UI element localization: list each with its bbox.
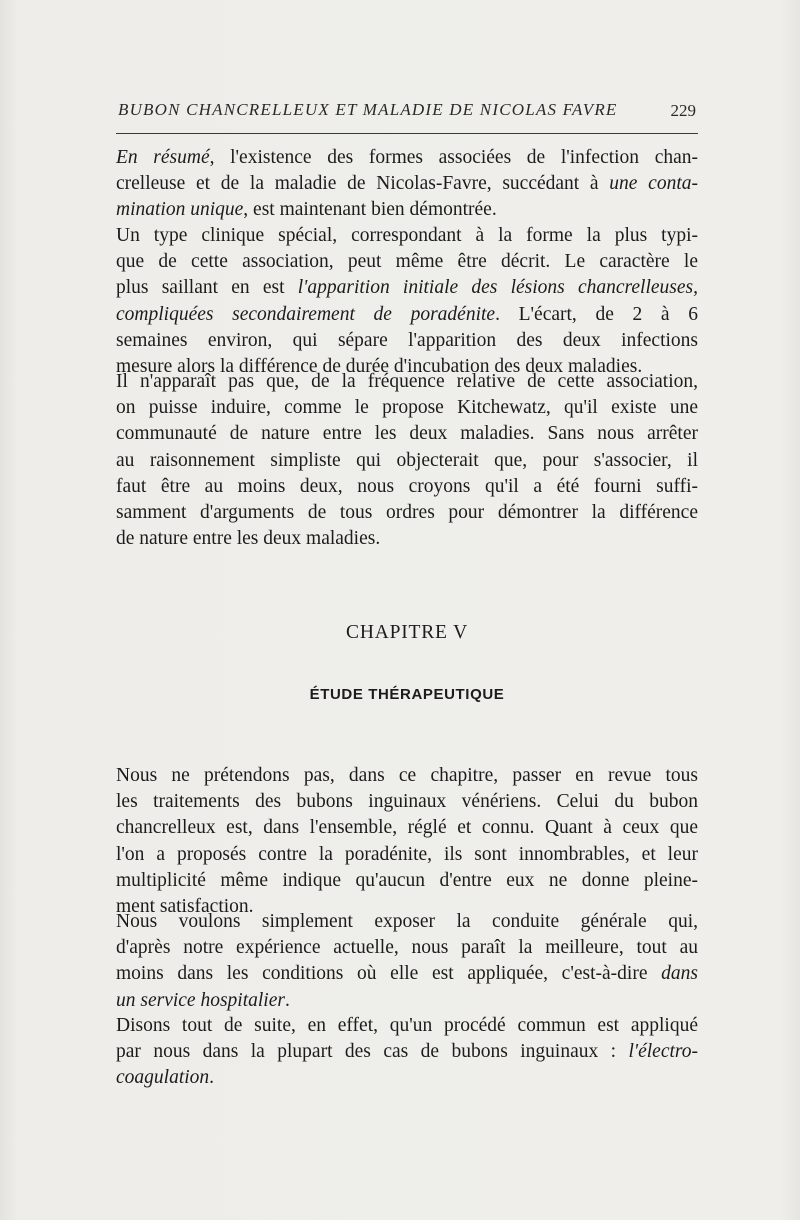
italic-span: En résumé (116, 147, 210, 168)
text-line (116, 815, 698, 841)
text-span: plus saillant en est (116, 277, 298, 299)
text-span: multiplicité même indique qu'aucun d'entre eux ne donne pleine- (116, 869, 698, 891)
text-line (116, 500, 698, 526)
text-span: on puisse induire, comme le propose Kitchewatz, qu'il existe une (116, 397, 698, 419)
paragraph-3 (116, 369, 698, 552)
text-span: Nous voulons simplement exposer la conduite générale qui, (116, 911, 698, 932)
text-span: que de cette association, peut même être décrit. Le caractère le (116, 251, 698, 273)
text-span: communauté de nature entre les deux maladies. Sans nous arrêter (116, 423, 698, 445)
text-span: l'on a proposés contre la poradénite, ils sont innombrables, et leur (116, 843, 698, 865)
chapter-heading: CHAPITRE V (346, 622, 468, 643)
text-span: faut être au moins deux, nous croyons qu'il a été fourni suffi- (116, 475, 698, 497)
text-line (116, 197, 698, 223)
text-line (116, 249, 698, 275)
italic-span: l'électro- (628, 1041, 698, 1063)
text-line (116, 328, 698, 354)
text-line (116, 961, 698, 987)
text-line (116, 868, 698, 894)
italic-span: coagulation (116, 1067, 210, 1089)
italic-span: un service hospitalier (116, 989, 285, 1011)
text-span: . (284, 989, 290, 1011)
italic-span: une conta- (609, 173, 698, 195)
text-span: Nous ne prétendons pas, dans ce chapitre, passer en revue tous (116, 765, 698, 786)
italic-span: compliquées secondairement de poradénite (116, 303, 496, 325)
header-rule (116, 133, 698, 134)
text-span: de nature entre les deux maladies. (116, 528, 381, 550)
paragraph-2 (116, 223, 698, 380)
text-line (116, 789, 698, 815)
text-line (116, 275, 698, 301)
running-title: BUBON CHANCRELLEUX ET MALADIE DE NICOLAS FAVRE (118, 100, 618, 119)
text-span: , est maintenant bien démontrée. (243, 199, 497, 221)
text-span: au raisonnement simpliste qui objecterait que, pour s'associer, il (116, 449, 698, 471)
text-span: moins dans les conditions où elle est appliquée, c'est-à-dire (116, 963, 662, 985)
text-line (116, 223, 698, 249)
text-line (116, 988, 698, 1014)
text-span: Il n'apparaît pas que, de la fréquence relative de cette association, (116, 371, 698, 392)
text-line (116, 526, 698, 552)
text-span: ment satisfaction. (116, 895, 254, 917)
text-line (116, 909, 698, 935)
text-span: mesure alors la différence de durée d'incubation des deux maladies. (116, 355, 643, 377)
text-line (116, 448, 698, 474)
text-line (116, 1039, 698, 1065)
text-span: . L'écart, de 2 à 6 (495, 303, 698, 325)
text-line (116, 763, 698, 789)
text-span: crelleuse et de la maladie de Nicolas-Favre, succédant à (116, 173, 610, 195)
text-line (116, 1065, 698, 1091)
text-line (116, 302, 698, 328)
text-span: chancrelleux est, dans l'ensemble, réglé et connu. Quant à ceux que (116, 817, 698, 839)
page-number: 229 (670, 101, 696, 120)
text-span: d'après notre expérience actuelle, nous paraît la meilleure, tout au (116, 937, 698, 959)
text-line (116, 369, 698, 395)
italic-span: dans (661, 963, 698, 985)
paragraph-4 (116, 763, 698, 920)
text-span: , l'existence des formes associées de l'infection chan- (209, 147, 698, 168)
text-span: . (209, 1067, 215, 1089)
text-line (116, 421, 698, 447)
text-line (116, 474, 698, 500)
text-span: les traitements des bubons inguinaux vénériens. Celui du bubon (116, 791, 698, 813)
text-line (116, 935, 698, 961)
text-span: semaines environ, qui sépare l'apparition des deux infections (116, 329, 698, 351)
text-span: par nous dans la plupart des cas de bubons inguinaux : (116, 1041, 629, 1063)
text-line (116, 145, 698, 171)
text-span: Disons tout de suite, en effet, qu'un procédé commun est appliqué (116, 1015, 698, 1036)
italic-span: mination unique (116, 199, 244, 221)
text-span: samment d'arguments de tous ordres pour démontrer la différence (116, 501, 698, 523)
paragraph-6 (116, 1013, 698, 1092)
paragraph-5 (116, 909, 698, 1014)
text-line (116, 1013, 698, 1039)
text-line (116, 842, 698, 868)
text-line (116, 171, 698, 197)
text-line (116, 395, 698, 421)
italic-span: l'apparition initiale des lésions chancrelleuses, (297, 277, 698, 299)
paragraph-1 (116, 145, 698, 224)
text-span: Un type clinique spécial, correspondant à la forme la plus typi- (116, 225, 698, 246)
section-heading: ÉTUDE THÉRAPEUTIQUE (309, 686, 505, 703)
